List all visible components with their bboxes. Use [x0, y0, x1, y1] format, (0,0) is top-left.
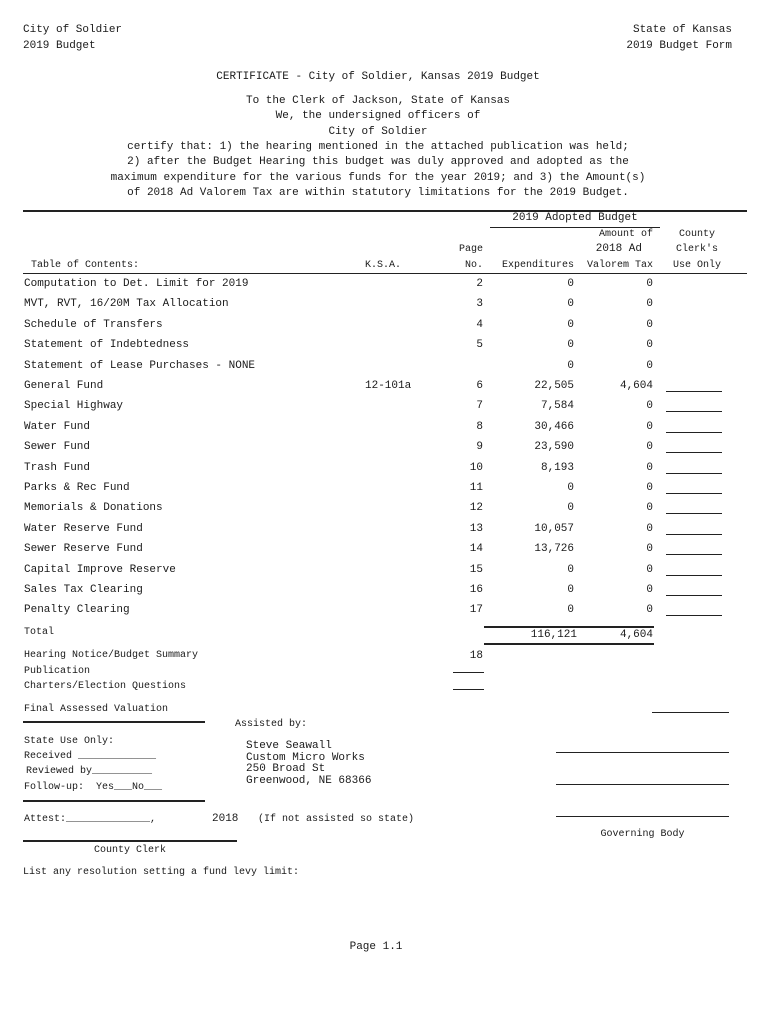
- table-row: [0, 604, 770, 620]
- county-clerk-blank[interactable]: [666, 473, 722, 474]
- row-page: 12: [469, 502, 483, 514]
- row-expenditures: 0: [567, 502, 574, 514]
- county-clerk-blank[interactable]: [666, 554, 722, 555]
- row-expenditures: 0: [567, 360, 574, 372]
- county-clerk-signature-line[interactable]: [23, 840, 237, 842]
- table-row: [0, 543, 770, 559]
- row-page: 9: [476, 441, 483, 453]
- row-page: 5: [476, 339, 483, 351]
- row-tax: 0: [646, 482, 653, 494]
- follow-up-field[interactable]: Follow-up: Yes___No___: [24, 782, 163, 793]
- hearing-notice: Hearing Notice/Budget Summary: [24, 650, 199, 661]
- total-bottom-rule: [484, 643, 654, 645]
- row-name: Parks & Rec Fund: [24, 482, 130, 494]
- row-expenditures: 0: [567, 482, 574, 494]
- certificate-line: We, the undersigned officers of: [275, 110, 481, 122]
- state-name: State of Kansas: [632, 24, 732, 36]
- row-name: General Fund: [24, 380, 104, 392]
- city-name: City of Soldier: [23, 24, 123, 36]
- row-tax: 0: [646, 462, 653, 474]
- use-only-heading: Use Only: [672, 260, 721, 271]
- row-name: Water Reserve Fund: [24, 523, 143, 535]
- row-expenditures: 0: [567, 319, 574, 331]
- row-tax: 4,604: [619, 380, 653, 392]
- row-expenditures: 30,466: [534, 421, 574, 433]
- charters: Charters/Election Questions: [24, 681, 187, 692]
- state-use-label: State Use Only:: [24, 736, 115, 747]
- table-row: [0, 298, 770, 314]
- total-label: Total: [24, 627, 55, 638]
- charters-blank[interactable]: [453, 689, 484, 690]
- table-row: [0, 441, 770, 457]
- row-name: Capital Improve Reserve: [24, 564, 176, 576]
- table-row: [0, 319, 770, 335]
- page-heading: Page: [458, 244, 483, 255]
- assistant-name: Steve Seawall: [246, 740, 332, 752]
- page-no-heading: No.: [464, 260, 483, 271]
- governing-signature-line[interactable]: [556, 752, 729, 753]
- row-page: 16: [469, 584, 483, 596]
- governing-signature-line[interactable]: [556, 816, 729, 817]
- state-use-top-rule: [23, 721, 205, 723]
- county-clerk-blank[interactable]: [666, 391, 722, 392]
- clerks-heading: Clerk's: [675, 244, 718, 255]
- row-name: Sewer Fund: [24, 441, 91, 453]
- row-name: Penalty Clearing: [24, 604, 130, 616]
- ad-2018-heading: 2018 Ad: [595, 243, 642, 255]
- table-row: [0, 421, 770, 437]
- certificate-line: certify that: 1) the hearing mentioned in the attached publication was held;: [127, 141, 629, 153]
- certificate-line: of 2018 Ad Valorem Tax are within statutory limitations for the 2019 Budget.: [127, 187, 629, 199]
- total-top-rule: [484, 626, 654, 628]
- row-tax: 0: [646, 543, 653, 555]
- row-tax: 0: [646, 339, 653, 351]
- county-clerk-label: County Clerk: [93, 845, 166, 856]
- table-row: [0, 360, 770, 376]
- county-clerk-blank[interactable]: [666, 513, 722, 514]
- assistant-company: Custom Micro Works: [246, 752, 365, 764]
- county-clerk-blank[interactable]: [666, 493, 722, 494]
- row-expenditures: 0: [567, 604, 574, 616]
- table-row: [0, 380, 770, 396]
- row-name: MVT, RVT, 16/20M Tax Allocation: [24, 298, 229, 310]
- governing-body-label: Governing Body: [600, 829, 685, 840]
- assistant-city: Greenwood, NE 68366: [246, 775, 372, 787]
- publication-blank[interactable]: [453, 672, 484, 673]
- table-row: [0, 278, 770, 294]
- page-number: Page 1.1: [349, 941, 403, 953]
- row-page: 14: [469, 543, 483, 555]
- county-clerk-blank[interactable]: [666, 411, 722, 412]
- resolution-label: List any resolution setting a fund levy limit:: [23, 867, 300, 878]
- row-page: 15: [469, 564, 483, 576]
- assisted-by-label: Assisted by:: [235, 719, 308, 730]
- row-tax: 0: [646, 421, 653, 433]
- row-expenditures: 0: [567, 584, 574, 596]
- table-row: [0, 400, 770, 416]
- county-clerk-blank[interactable]: [666, 575, 722, 576]
- assistant-street: 250 Broad St: [246, 763, 326, 775]
- row-tax: 0: [646, 604, 653, 616]
- certificate-title: CERTIFICATE - City of Soldier, Kansas 2019 Budget: [216, 71, 540, 83]
- row-expenditures: 0: [567, 298, 574, 310]
- county-clerk-blank[interactable]: [666, 615, 722, 616]
- reviewed-by-field[interactable]: Reviewed by__________: [26, 766, 153, 777]
- row-tax: 0: [646, 319, 653, 331]
- row-page: 17: [469, 604, 483, 616]
- table-row: [0, 339, 770, 355]
- row-page: 3: [476, 298, 483, 310]
- row-tax: 0: [646, 360, 653, 372]
- certificate-line: To the Clerk of Jackson, State of Kansas: [245, 95, 511, 107]
- row-page: 6: [476, 380, 483, 392]
- row-expenditures: 22,505: [534, 380, 574, 392]
- toc-heading: Table of Contents:: [31, 260, 140, 271]
- county-clerk-blank[interactable]: [666, 595, 722, 596]
- table-row: [0, 584, 770, 600]
- row-expenditures: 23,590: [534, 441, 574, 453]
- table-row: [0, 523, 770, 539]
- budget-form: 2019 Budget Form: [626, 40, 732, 52]
- county-heading: County: [678, 229, 715, 240]
- row-expenditures: 7,584: [540, 400, 574, 412]
- row-expenditures: 8,193: [540, 462, 574, 474]
- row-name: Special Highway: [24, 400, 124, 412]
- table-row: [0, 462, 770, 478]
- row-page: 4: [476, 319, 483, 331]
- certificate-line: 2) after the Budget Hearing this budget was duly approved and adopted as the: [127, 156, 629, 168]
- table-row: [0, 482, 770, 498]
- attest-field[interactable]: Attest:______________,: [24, 814, 157, 825]
- row-name: Schedule of Transfers: [24, 319, 163, 331]
- valorem-tax-heading: Valorem Tax: [586, 260, 653, 271]
- final-assessed-valuation: Final Assessed Valuation: [24, 704, 169, 715]
- expenditures-heading: Expenditures: [501, 260, 574, 271]
- row-expenditures: 0: [567, 339, 574, 351]
- row-tax: 0: [646, 278, 653, 290]
- if-not-assisted-note: (If not assisted so state): [258, 814, 415, 825]
- row-name: Computation to Det. Limit for 2019: [24, 278, 249, 290]
- row-name: Water Fund: [24, 421, 91, 433]
- row-expenditures: 13,726: [534, 543, 574, 555]
- table-row: [0, 564, 770, 580]
- table-top-rule: [23, 273, 747, 274]
- row-name: Memorials & Donations: [24, 502, 163, 514]
- governing-signature-line[interactable]: [556, 784, 729, 785]
- county-clerk-blank[interactable]: [666, 452, 722, 453]
- row-tax: 0: [646, 502, 653, 514]
- ksa-heading: K.S.A.: [365, 260, 402, 271]
- row-name: Statement of Lease Purchases - NONE: [24, 360, 256, 372]
- hearing-page: 18: [469, 650, 483, 662]
- row-page: 10: [469, 462, 483, 474]
- table-row: [0, 502, 770, 518]
- row-page: 11: [469, 482, 483, 494]
- attest-year: 2018: [212, 813, 239, 825]
- state-use-bottom-rule: [23, 800, 205, 802]
- row-expenditures: 0: [567, 278, 574, 290]
- row-name: Trash Fund: [24, 462, 91, 474]
- certificate-line: City of Soldier: [328, 126, 428, 138]
- budget-year: 2019 Budget: [23, 40, 96, 52]
- certificate-line: maximum expenditure for the various funds for the year 2019; and 3) the Amount(s): [110, 172, 646, 184]
- row-expenditures: 0: [567, 564, 574, 576]
- adopted-budget-heading: 2019 Adopted Budget: [512, 212, 638, 224]
- received-field[interactable]: Received _____________: [24, 751, 157, 762]
- row-page: 8: [476, 421, 483, 433]
- row-tax: 0: [646, 523, 653, 535]
- row-expenditures: 10,057: [534, 523, 574, 535]
- row-tax: 0: [646, 564, 653, 576]
- publication: Publication: [24, 666, 91, 677]
- row-page: 7: [476, 400, 483, 412]
- row-tax: 0: [646, 400, 653, 412]
- total-expenditures: 116,121: [530, 629, 577, 641]
- county-clerk-blank[interactable]: [666, 432, 722, 433]
- row-ksa: 12-101a: [365, 380, 412, 392]
- row-tax: 0: [646, 584, 653, 596]
- row-tax: 0: [646, 441, 653, 453]
- row-name: Sales Tax Clearing: [24, 584, 143, 596]
- row-tax: 0: [646, 298, 653, 310]
- assessed-valuation-blank[interactable]: [652, 712, 729, 713]
- row-name: Statement of Indebtedness: [24, 339, 190, 351]
- total-tax: 4,604: [619, 629, 653, 641]
- amount-of-heading: Amount of: [598, 229, 653, 240]
- row-page: 2: [476, 278, 483, 290]
- row-name: Sewer Reserve Fund: [24, 543, 143, 555]
- row-page: 13: [469, 523, 483, 535]
- county-clerk-blank[interactable]: [666, 534, 722, 535]
